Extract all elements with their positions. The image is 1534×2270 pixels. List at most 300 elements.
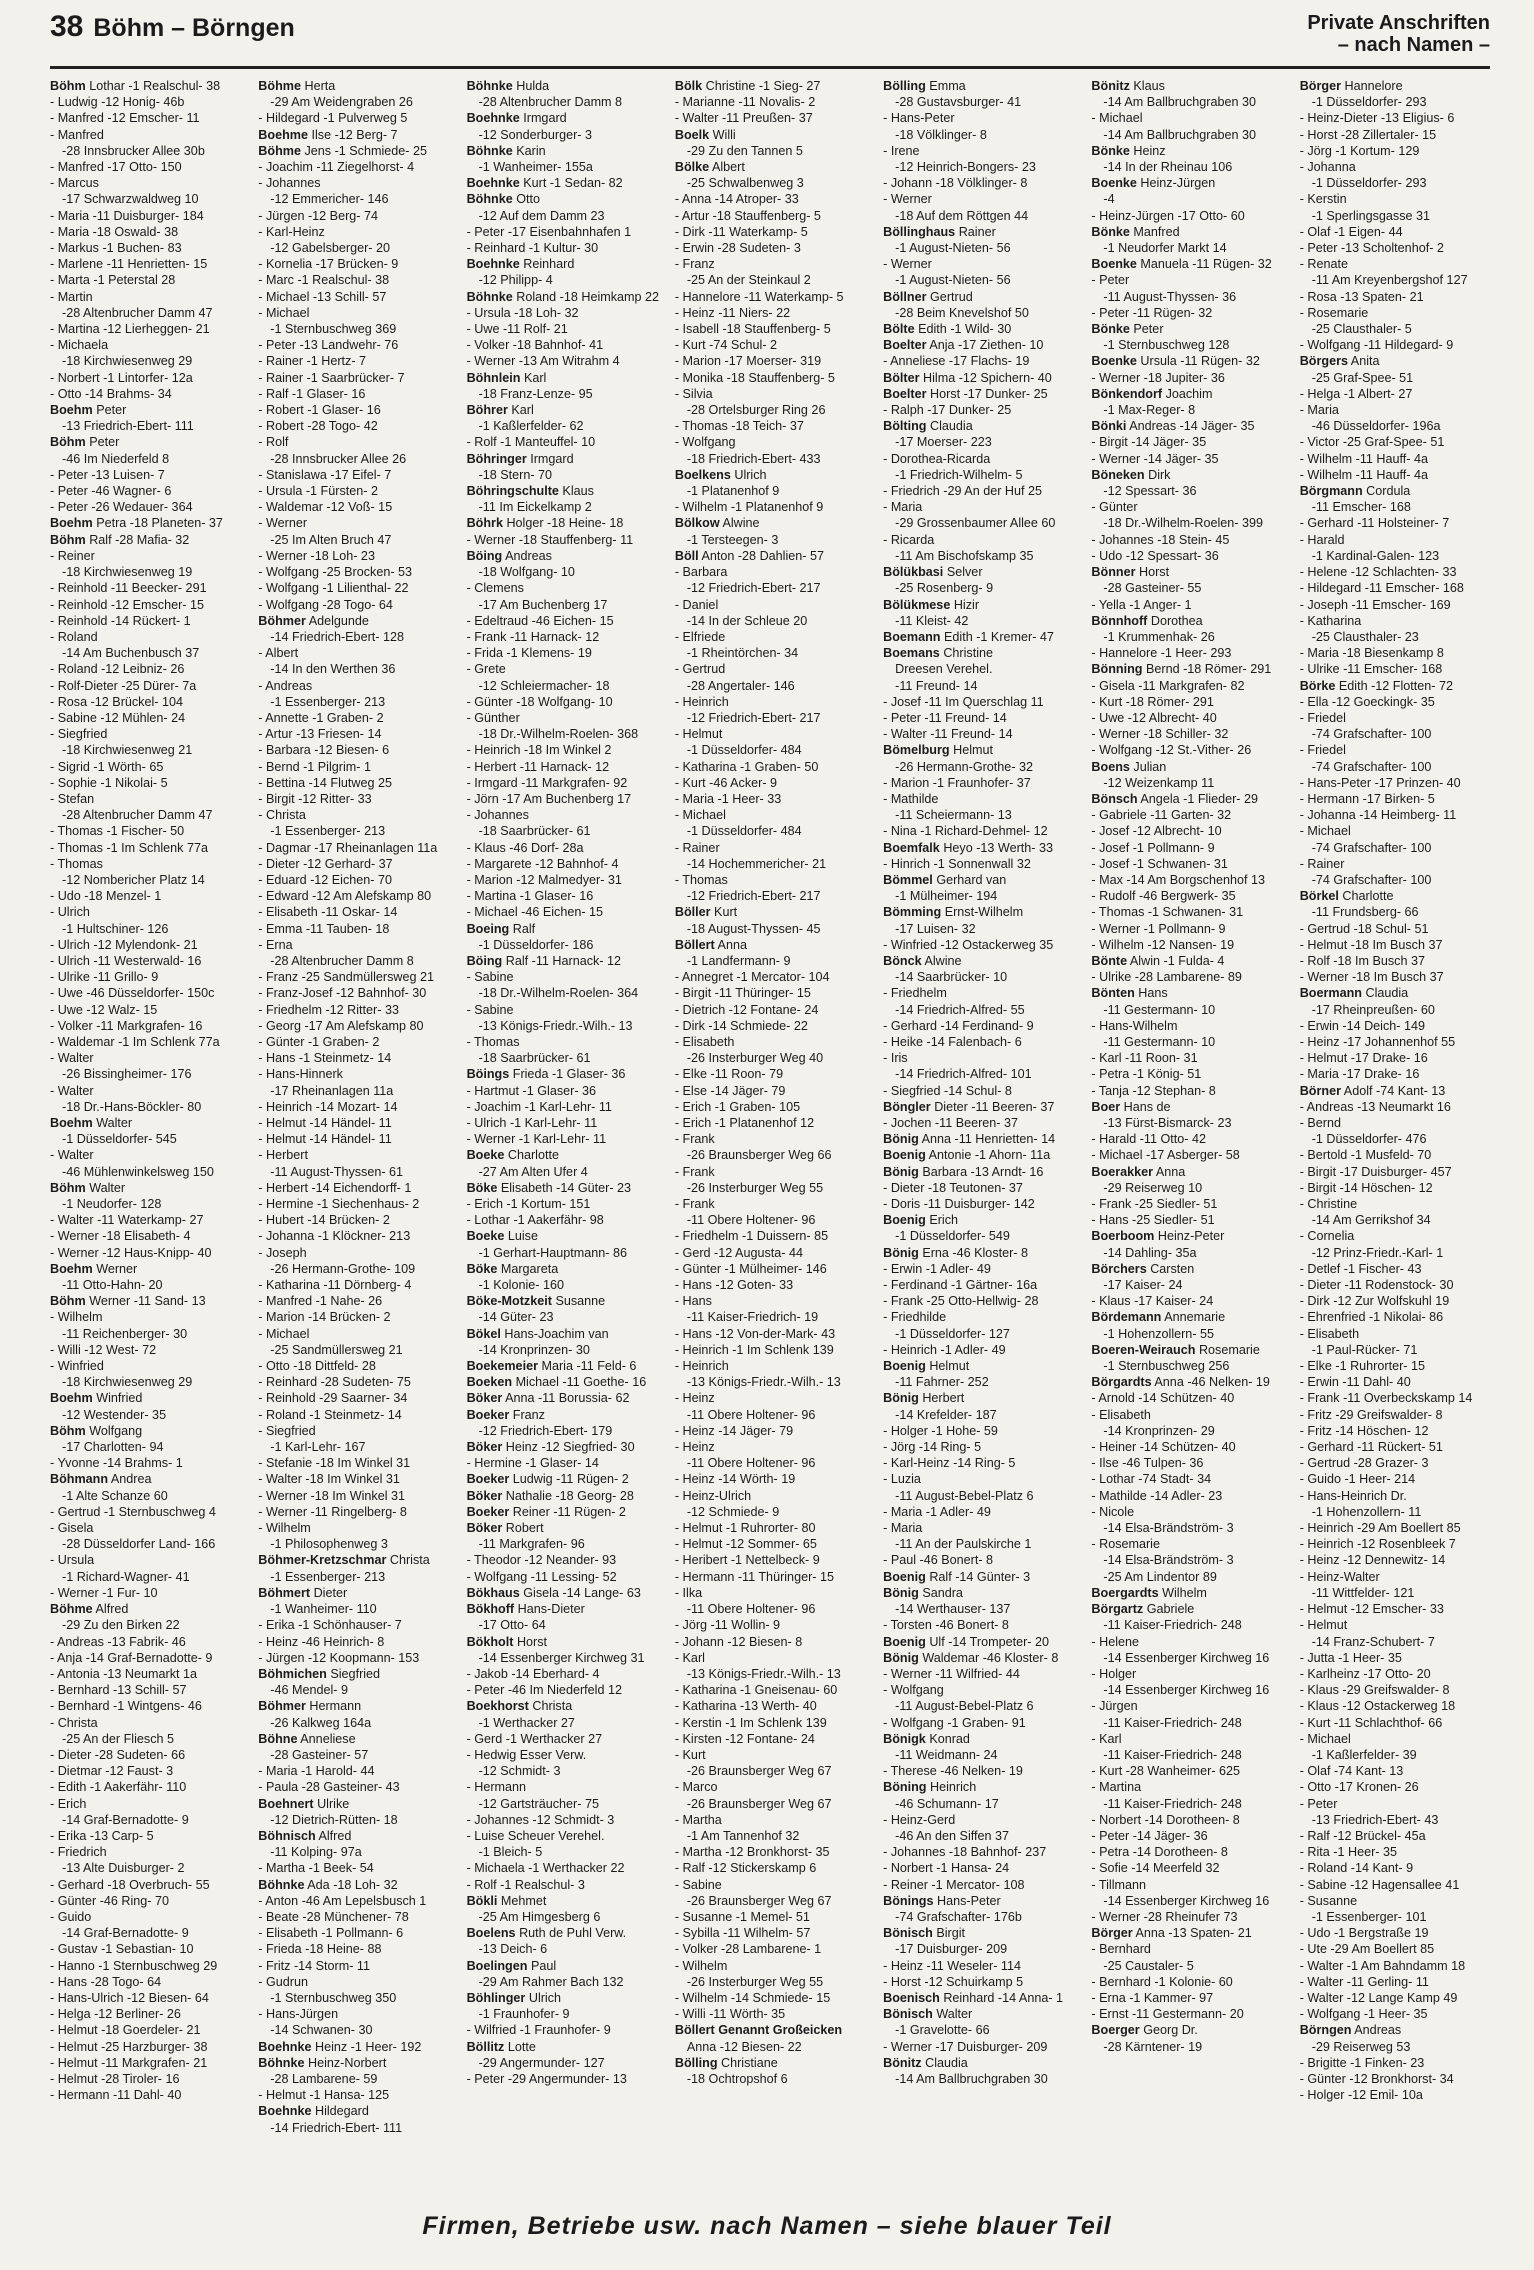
directory-entry (883, 1617, 1083, 1633)
directory-entry (1091, 1552, 1291, 1568)
directory-entry (258, 1796, 458, 1812)
entry-details: -18 Saarbrücker- 61 (478, 1051, 591, 1066)
entry-details: - Ulrike -11 Grillo- 9 (50, 970, 159, 985)
directory-entry (467, 1974, 667, 1990)
directory-entry (1091, 1877, 1291, 1893)
entry-details: Barbara -13 Arndt- 16 (922, 1164, 1044, 1179)
directory-entry (1300, 1099, 1500, 1115)
entry-details: - Norbert -1 Lintorfer- 12a (50, 370, 193, 385)
entry-surname: Bönkendorf (1091, 386, 1163, 401)
entry-details: - Annette -1 Graben- 2 (258, 710, 384, 725)
entry-details: Andreas (505, 548, 552, 563)
directory-entry (883, 1552, 1083, 1568)
directory-entry (50, 985, 250, 1001)
entry-details: - Maria (883, 500, 923, 515)
entry-details: Alfred (318, 1828, 352, 1843)
directory-entry (1091, 370, 1291, 386)
directory-entry (50, 321, 250, 337)
directory-entry (1300, 1455, 1500, 1471)
directory-entry (258, 1115, 458, 1131)
directory-entry (467, 78, 667, 94)
entry-details: -11 Frundsberg- 66 (1311, 905, 1419, 920)
header-left (50, 10, 295, 44)
directory-entry (467, 1552, 667, 1568)
entry-details: - Jochen -11 Beeren- 37 (883, 1116, 1019, 1130)
entry-details: - Marion -14 Brücken- 2 (258, 1310, 391, 1325)
entry-details: - Thomas (466, 1034, 520, 1049)
directory-entry (50, 580, 250, 596)
entry-details: - Rolf -1 Realschul- 3 (466, 1877, 585, 1892)
entry-details: -46 Düsseldorfer- 196a (1311, 419, 1441, 434)
directory-entry (1300, 678, 1500, 694)
directory-entry (675, 1488, 875, 1504)
entry-details: -1 Sternbuschweg 256 (1103, 1359, 1230, 1374)
entry-details: Ilse -12 Berg- 7 (311, 127, 398, 142)
directory-entry (883, 483, 1083, 499)
entry-details: - Heinz -12 Dennewitz- 14 (1299, 1553, 1446, 1568)
entry-details: - Peter -29 Angermunder- 13 (466, 2071, 627, 2086)
directory-entry (883, 1585, 1083, 1601)
directory-entry (258, 1277, 458, 1293)
directory-entry (883, 1245, 1083, 1261)
directory-entry (1091, 1018, 1291, 1034)
entry-details: -1 Essenberger- 213 (270, 694, 386, 709)
directory-entry (1300, 1358, 1500, 1374)
directory-entry (50, 1407, 250, 1423)
directory-entry (1300, 224, 1500, 240)
entry-details: - Horst -12 Schuirkamp 5 (883, 1974, 1024, 1989)
entry-details: -12 Weizenkamp 11 (1103, 775, 1215, 790)
directory-entry (675, 1326, 875, 1342)
entry-surname: Bölte (883, 322, 915, 337)
directory-entry (675, 370, 875, 386)
directory-entry (50, 661, 250, 677)
entry-details: Dieter -11 Beeren- 37 (934, 1099, 1055, 1114)
directory-entry (1300, 2071, 1500, 2087)
entry-details: - Kerstin (1299, 192, 1347, 207)
directory-entry (883, 127, 1083, 143)
entry-surname: Böhmert (258, 1585, 311, 1600)
entry-details: Edith -1 Wild- 30 (918, 322, 1012, 337)
entry-details: -1 August-Nieten- 56 (895, 241, 1011, 256)
entry-details: Ulf -14 Trompeter- 20 (929, 1634, 1049, 1649)
directory-entry (1300, 1390, 1500, 1406)
entry-details: Anja -17 Ziethen- 10 (929, 338, 1044, 353)
entry-details: - Joseph (258, 1245, 307, 1260)
entry-details: -14 Friedrich-Alfred- 101 (895, 1067, 1032, 1082)
entry-details: - Ralf -1 Glaser- 16 (258, 386, 366, 401)
directory-entry (1091, 1909, 1291, 1925)
entry-details: - Gisela -11 Markgrafen- 82 (1091, 678, 1245, 693)
entry-details: - Kurt -46 Acker- 9 (674, 775, 778, 790)
directory-entry (1300, 289, 1500, 305)
entry-details: Horst (516, 1634, 548, 1649)
directory-entry (1300, 548, 1500, 564)
entry-details: - Werner -11 Wilfried- 44 (883, 1666, 1020, 1681)
directory-columns (50, 78, 1500, 2203)
directory-entry (1300, 1147, 1500, 1163)
entry-details: - Elke -11 Roon- 79 (674, 1067, 784, 1082)
entry-details: -74 Grafschafter- 100 (1311, 840, 1432, 855)
directory-entry (50, 110, 250, 126)
entry-details: - Christine (1299, 1197, 1358, 1212)
entry-details: - Hans -25 Siedler- 51 (1091, 1213, 1215, 1228)
entry-details: - Günter -1 Mülheimer- 146 (674, 1261, 827, 1276)
entry-details: - Maria -1 Heer- 33 (674, 791, 782, 806)
entry-surname: Bönig (883, 1391, 919, 1406)
directory-entry (1300, 969, 1500, 985)
entry-details: - Michael (258, 305, 310, 320)
entry-details: - Irene (883, 143, 920, 158)
entry-details: -13 Königs-Friedr.-Wilh.- 13 (478, 1018, 633, 1033)
directory-entry (1300, 370, 1500, 386)
entry-details: - Friedel (1299, 710, 1346, 725)
entry-details: - Wolfgang -1 Heer- 35 (1299, 2007, 1428, 2022)
entry-details: -25 Caustaler- 5 (1103, 1958, 1194, 1973)
entry-details: - Hans -12 Von-der-Mark- 43 (674, 1326, 836, 1341)
directory-column (1300, 78, 1500, 2203)
directory-entry (883, 434, 1083, 450)
directory-entry (675, 1585, 875, 1601)
directory-entry (883, 143, 1083, 159)
entry-details: - Peter -13 Scholtenhof- 2 (1299, 241, 1444, 256)
entry-details: - Fritz -14 Höschen- 12 (1299, 1423, 1429, 1438)
entry-details: - Wilhelm (674, 1958, 728, 1973)
directory-entry (883, 1925, 1083, 1941)
entry-details: -18 August-Thyssen- 45 (686, 921, 821, 936)
entry-details: - Gertrud -28 Grazer- 3 (1299, 1456, 1429, 1471)
directory-entry (1300, 402, 1500, 418)
directory-entry (883, 661, 1083, 677)
entry-details: - Martha -12 Bronkhorst- 35 (674, 1845, 830, 1860)
entry-details: - Gertrud (674, 662, 726, 677)
entry-details: - Wilhelm (258, 1521, 311, 1536)
entry-surname: Boeker (466, 1472, 510, 1487)
directory-entry (1300, 1731, 1500, 1747)
page-number: 38 (50, 10, 84, 43)
directory-entry (258, 1650, 458, 1666)
directory-entry (258, 1358, 458, 1374)
directory-entry (675, 1569, 875, 1585)
directory-entry (1091, 1407, 1291, 1423)
directory-entry (50, 1860, 250, 1876)
directory-entry (1300, 1196, 1500, 1212)
entry-details: - Ferdinand -1 Gärtner- 16a (883, 1278, 1038, 1293)
directory-entry (1091, 1196, 1291, 1212)
entry-details: -1 Düsseldorfer- 293 (1311, 176, 1427, 191)
directory-entry (258, 1066, 458, 1082)
directory-entry (50, 499, 250, 515)
entry-details: -28 Altenbrucher Damm 8 (478, 95, 623, 110)
directory-entry (675, 985, 875, 1001)
entry-details: - Jörg -1 Kortum- 129 (1299, 143, 1420, 158)
entry-details: - Sabine (466, 1002, 514, 1017)
entry-details: - Arnold -14 Schützen- 40 (1091, 1391, 1235, 1406)
entry-details: - Ursula -18 Loh- 32 (466, 305, 579, 320)
directory-entry (883, 629, 1083, 645)
entry-details: Frieda -1 Glaser- 36 (512, 1067, 626, 1082)
entry-details: -14 Dahling- 35a (1103, 1245, 1197, 1260)
directory-entry (1300, 888, 1500, 904)
directory-entry (467, 1634, 667, 1650)
entry-details: - Karl -11 Roon- 31 (1091, 1051, 1198, 1066)
entry-details: -12 Prinz-Friedr.-Karl- 1 (1311, 1245, 1444, 1260)
directory-entry (467, 1147, 667, 1163)
entry-surname: Boemans (883, 646, 940, 661)
entry-details: - Helmut -28 Tiroler- 16 (50, 2071, 180, 2086)
entry-details: - Jürgen (1091, 1699, 1138, 1714)
entry-details: - Michael (258, 1326, 310, 1341)
directory-entry (1091, 515, 1291, 531)
entry-surname: Boenig (883, 1634, 926, 1649)
entry-details: - Hans -1 Steinmetz- 14 (258, 1051, 392, 1066)
entry-details: - Katharina -1 Gneisenau- 60 (674, 1683, 838, 1698)
directory-entry (1300, 483, 1500, 499)
entry-details: - Helmut -17 Drake- 16 (1299, 1051, 1428, 1066)
directory-entry (467, 2006, 667, 2022)
directory-column (50, 78, 250, 2203)
directory-entry (258, 1471, 458, 1487)
entry-details: Peter (89, 435, 120, 450)
entry-details: - Andreas -13 Fabrik- 46 (50, 1634, 186, 1649)
entry-details: - Cornelia (1299, 1229, 1355, 1244)
directory-entry (1300, 434, 1500, 450)
directory-entry (50, 1374, 250, 1390)
directory-entry (467, 629, 667, 645)
directory-entry (50, 840, 250, 856)
directory-entry (1300, 791, 1500, 807)
directory-entry (883, 1131, 1083, 1147)
entry-details: -12 Sonderburger- 3 (478, 127, 592, 142)
directory-entry (467, 1585, 667, 1601)
directory-entry (883, 953, 1083, 969)
directory-entry (1091, 1666, 1291, 1682)
entry-details: - Heribert -1 Nettelbeck- 9 (674, 1553, 820, 1568)
directory-entry (467, 1423, 667, 1439)
directory-entry (883, 1990, 1083, 2006)
directory-entry (675, 1002, 875, 1018)
entry-details: -11 Kaiser-Friedrich- 248 (1103, 1618, 1242, 1633)
entry-details: -11 Markgrafen- 96 (478, 1537, 585, 1552)
entry-details: Kurt (714, 905, 738, 920)
entry-details: - Harald (1299, 532, 1345, 547)
directory-entry (675, 726, 875, 742)
directory-entry (258, 1860, 458, 1876)
entry-details: - Jakob -14 Eberhard- 4 (466, 1666, 600, 1681)
entry-details: - Ulrike -28 Lambarene- 89 (1091, 970, 1242, 985)
directory-entry (467, 1374, 667, 1390)
entry-details: -18 Kirchwiesenweg 21 (62, 743, 193, 758)
entry-details: - Ulrich -1 Karl-Lehr- 11 (466, 1116, 598, 1130)
directory-entry (1300, 1374, 1500, 1390)
entry-surname: Böhmann (50, 1472, 109, 1487)
directory-entry (675, 78, 875, 94)
directory-entry (467, 467, 667, 483)
directory-entry (675, 629, 875, 645)
directory-entry (675, 208, 875, 224)
directory-entry (1091, 1893, 1291, 1909)
entry-details: - Helmut -1 Ruhrorter- 80 (674, 1521, 816, 1536)
entry-details: -29 Am Rahmer Bach 132 (478, 1974, 624, 1989)
directory-entry (1091, 1779, 1291, 1795)
directory-entry (467, 1828, 667, 1844)
directory-entry (675, 613, 875, 629)
directory-entry (1091, 1925, 1291, 1941)
directory-entry (50, 1455, 250, 1471)
entry-details: - Hermann (466, 1780, 527, 1795)
directory-entry (675, 856, 875, 872)
directory-entry (467, 856, 667, 872)
footer-note: Firmen, Betriebe usw. nach Namen – siehe blauer Teil (422, 2212, 1112, 2240)
entry-details: - Heinz-Jürgen -17 Otto- 60 (1091, 208, 1245, 223)
directory-entry (258, 2055, 458, 2071)
entry-details: - Wolfgang -1 Lilienthal- 22 (258, 581, 409, 596)
entry-details: - Uwe -12 Albrecht- 40 (1091, 710, 1217, 725)
directory-entry (1091, 1293, 1291, 1309)
entry-details: - Rolf -18 Im Busch 37 (1299, 953, 1425, 968)
entry-details: Dreesen Verehel. (895, 662, 993, 677)
entry-details: -18 Dr.-Wilhelm-Roelen- 364 (478, 986, 639, 1001)
entry-details: Ruth de Puhl Verw. (519, 1926, 627, 1941)
entry-details: - Anton -46 Am Lepelsbusch 1 (258, 1893, 427, 1908)
directory-entry (883, 1698, 1083, 1714)
entry-details: -11 Gestermann- 10 (1103, 1002, 1216, 1017)
directory-entry (258, 1828, 458, 1844)
directory-entry (50, 1196, 250, 1212)
directory-entry (883, 370, 1083, 386)
directory-entry (1091, 305, 1291, 321)
entry-surname: Böhnlein (466, 370, 521, 385)
entry-details: Gerhard van (936, 872, 1007, 887)
entry-details: -14 Am Gerrikshof 34 (1311, 1213, 1431, 1228)
entry-surname: Boerboom (1091, 1229, 1155, 1244)
directory-entry (467, 1779, 667, 1795)
entry-details: -11 August-Bebel-Platz 6 (895, 1699, 1034, 1714)
entry-details: -28 Altenbrucher Damm 47 (62, 808, 213, 823)
directory-entry (675, 1877, 875, 1893)
directory-entry (467, 483, 667, 499)
entry-details: -27 Am Alten Ufer 4 (478, 1164, 588, 1179)
entry-details: -11 Wittfelder- 121 (1311, 1585, 1415, 1600)
entry-surname: Boenig (883, 1148, 926, 1163)
entry-surname: Börkel (1299, 889, 1339, 904)
entry-details: - Günther (466, 710, 520, 725)
directory-entry (1300, 1293, 1500, 1309)
directory-column (883, 78, 1083, 2203)
directory-entry (467, 645, 667, 661)
directory-entry (258, 791, 458, 807)
entry-details: Heinz -12 Siegfried- 30 (505, 1440, 635, 1455)
directory-entry (50, 1261, 250, 1277)
entry-details: - Karl-Heinz (258, 224, 325, 239)
directory-entry (1091, 1342, 1291, 1358)
entry-details: -11 Kaiser-Friedrich- 248 (1103, 1715, 1242, 1730)
entry-details: - Ute -29 Am Boellert 85 (1299, 1942, 1435, 1957)
entry-surname: Bönsch (1091, 791, 1138, 806)
directory-entry (1091, 1439, 1291, 1455)
directory-entry (1091, 1390, 1291, 1406)
entry-details: - Dirk -14 Schmiede- 22 (674, 1018, 808, 1033)
directory-entry (1091, 1958, 1291, 1974)
entry-details: -12 Dietrich-Rütten- 18 (270, 1812, 398, 1827)
entry-details: Dieter (313, 1585, 348, 1600)
entry-surname: Böller (674, 905, 711, 920)
directory-entry (1091, 775, 1291, 791)
entry-details: - Dieter -12 Gerhard- 37 (258, 856, 393, 871)
directory-entry (258, 1488, 458, 1504)
entry-details: -1 Gerhart-Hauptmann- 86 (478, 1245, 627, 1260)
directory-entry (883, 1779, 1083, 1795)
entry-details: -11 Reichenberger- 30 (62, 1326, 188, 1341)
entry-details: - Wolfgang -11 Hildegard- 9 (1299, 338, 1454, 353)
entry-details: -1 Rheintörchen- 34 (686, 646, 799, 661)
entry-details: - Heinz -11 Weseler- 114 (883, 1958, 1022, 1973)
entry-details: Gisela -14 Lange- 63 (523, 1585, 641, 1600)
directory-entry (675, 1925, 875, 1941)
entry-details: - Erich (50, 1796, 87, 1811)
directory-entry (50, 1585, 250, 1601)
entry-details: Siegfried (330, 1666, 381, 1681)
entry-details: - Nicole (1091, 1504, 1135, 1519)
directory-entry (467, 272, 667, 288)
directory-entry (883, 1747, 1083, 1763)
directory-column (258, 78, 458, 2203)
entry-details: - Gerd -1 Werthacker 27 (466, 1731, 603, 1746)
directory-entry (467, 402, 667, 418)
entry-details: Erna -46 Kloster- 8 (922, 1245, 1029, 1260)
directory-entry (50, 467, 250, 483)
directory-entry (258, 840, 458, 856)
directory-entry (50, 1277, 250, 1293)
directory-entry (883, 1455, 1083, 1471)
entry-surname: Boemann (883, 629, 941, 644)
entry-details: - Helmut -12 Emscher- 33 (1299, 1602, 1444, 1617)
directory-entry (1300, 872, 1500, 888)
entry-details: - Walter -11 Waterkamp- 27 (50, 1213, 204, 1228)
entry-details: - Werner -18 Elisabeth- 4 (50, 1229, 191, 1244)
entry-surname: Börngen (1299, 2023, 1352, 2038)
directory-entry (883, 1407, 1083, 1423)
directory-entry (258, 710, 458, 726)
directory-entry (1300, 386, 1500, 402)
directory-entry (883, 1261, 1083, 1277)
entry-details: - Renate (1299, 257, 1348, 272)
directory-entry (258, 2120, 458, 2136)
entry-details: - Victor -25 Graf-Spee- 51 (1299, 435, 1445, 450)
entry-details: Lotte (507, 2039, 536, 2054)
entry-surname: Bönitz (883, 2055, 922, 2070)
entry-details: Wilhelm (1162, 1585, 1207, 1600)
entry-details: - Holger -12 Emil- 10a (1299, 2088, 1423, 2103)
entry-details: - Elisabeth (1091, 1407, 1151, 1422)
entry-details: Ludwig -11 Rügen- 2 (512, 1472, 629, 1487)
directory-entry (467, 337, 667, 353)
entry-details: - Maria -1 Harold- 44 (258, 1764, 375, 1779)
entry-details: - Ralf -12 Brückel- 45a (1299, 1828, 1426, 1843)
entry-details: - Sigrid -1 Wörth- 65 (50, 759, 164, 774)
entry-details: Ulrike (317, 1796, 350, 1811)
directory-entry (467, 321, 667, 337)
directory-entry (675, 1066, 875, 1082)
directory-entry (1091, 985, 1291, 1001)
directory-entry (467, 256, 667, 272)
directory-entry (883, 1471, 1083, 1487)
entry-details: -12 Schmiede- 9 (686, 1504, 780, 1519)
entry-details: -12 Auf dem Damm 23 (478, 208, 605, 223)
entry-surname: Boergardts (1091, 1585, 1159, 1600)
entry-details: - Jörg -11 Wollin- 9 (674, 1618, 781, 1633)
entry-details: -1 Kaßlerfelder- 39 (1311, 1747, 1417, 1762)
